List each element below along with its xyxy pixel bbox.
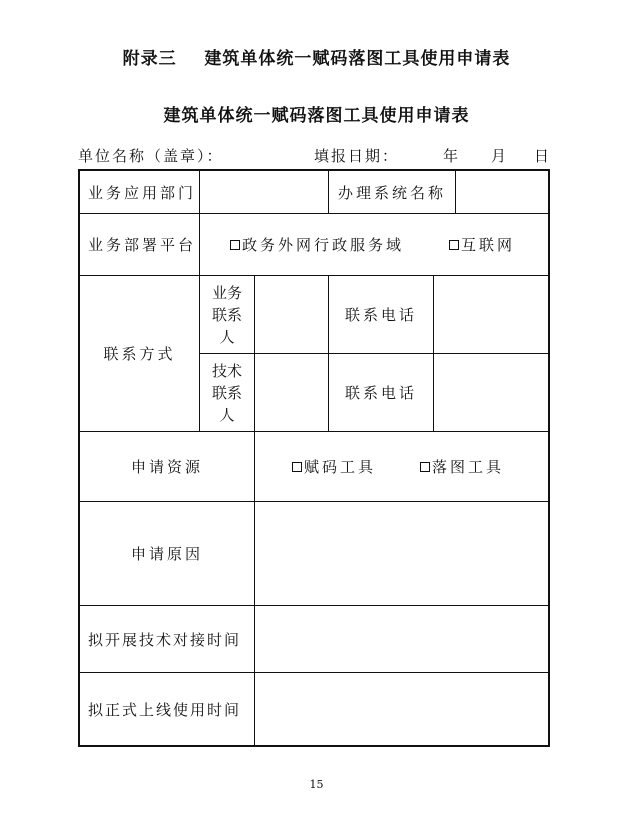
checkbox-icon	[449, 240, 459, 250]
appendix-title: 附录三 建筑单体统一赋码落图工具使用申请表	[122, 49, 511, 69]
unit-name-label: 单位名称（盖章）：	[78, 147, 224, 165]
page-number: 15	[309, 778, 324, 791]
tech-contact-field[interactable]	[255, 354, 328, 431]
tech-contact-label: 技术 联系 人	[211, 361, 242, 424]
dept-field[interactable]	[200, 171, 328, 213]
business-contact-label: 业务 联系 人	[211, 283, 242, 346]
checkbox-icon	[230, 240, 240, 250]
tech-phone-field[interactable]	[434, 354, 548, 431]
tech-phone-label: 联系电话	[344, 384, 417, 402]
system-name-label: 办理系统名称	[337, 183, 446, 202]
day-label: 日	[534, 147, 552, 165]
business-phone-label: 联系电话	[344, 306, 417, 324]
month-label: 月	[491, 147, 509, 165]
form-title: 建筑单体统一赋码落图工具使用申请表	[163, 106, 470, 126]
table-border-bottom	[78, 745, 550, 747]
online-time-label: 拟正式上线使用时间	[88, 700, 242, 719]
checkbox-icon	[292, 462, 302, 472]
business-phone-field[interactable]	[434, 276, 548, 353]
reason-label: 申请原因	[130, 545, 203, 563]
contact-label: 联系方式	[103, 345, 176, 363]
business-contact-field[interactable]	[255, 276, 328, 353]
dock-time-field[interactable]	[255, 606, 548, 672]
table-border-right	[548, 169, 550, 747]
platform-option-gov[interactable]: 政务外网行政服务域	[230, 214, 415, 275]
checkbox-icon	[420, 462, 430, 472]
year-label: 年	[443, 147, 461, 165]
reason-field[interactable]	[255, 502, 548, 605]
platform-label: 业务部署平台	[88, 236, 197, 254]
resource-option-coding[interactable]: 赋码工具	[292, 432, 402, 501]
dock-time-label: 拟开展技术对接时间	[88, 630, 242, 649]
platform-option-internet[interactable]: 互联网	[449, 214, 544, 275]
dept-label: 业务应用部门	[88, 183, 197, 202]
resource-label: 申请资源	[130, 458, 203, 476]
system-name-field[interactable]	[456, 171, 548, 213]
resource-option-mapping[interactable]: 落图工具	[420, 432, 530, 501]
fill-date-label: 填报日期：	[314, 147, 400, 165]
online-time-field[interactable]	[255, 673, 548, 745]
